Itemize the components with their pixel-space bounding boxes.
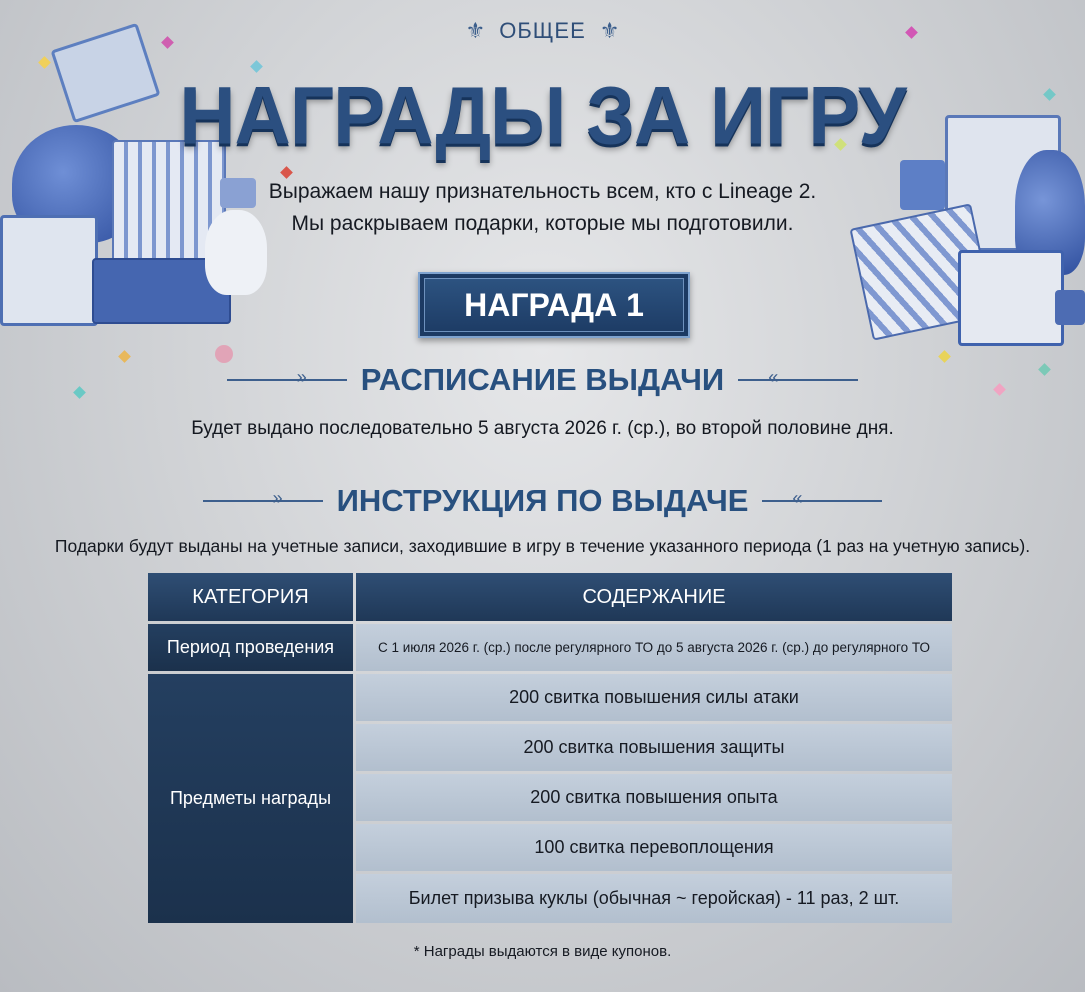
reward-item: 200 свитка повышения опыта: [356, 774, 952, 821]
ornament-right-icon: ⚜: [599, 18, 620, 43]
intro-line-1: Выражаем нашу признательность всем, кто с Lineage 2.: [268, 180, 817, 203]
column-header-content: СОДЕРЖАНИЕ: [356, 573, 952, 621]
category-header: [0, 14, 1085, 48]
schedule-title: РАСПИСАНИЕ ВЫДАЧИ: [360, 362, 725, 397]
instructions-heading: [0, 481, 1085, 521]
period-value: С 1 июля 2026 г. (ср.) после регулярного ТО до 5 августа 2026 г. (ср.) до регулярного ТО: [356, 624, 952, 671]
reward-item: 200 свитка повышения силы атаки: [356, 674, 952, 721]
divider-right: [762, 500, 882, 502]
instructions-title: ИНСТРУКЦИЯ ПО ВЫДАЧЕ: [336, 483, 749, 518]
schedule-heading: [0, 360, 1085, 400]
intro-text: [0, 176, 1085, 240]
divider-right: [738, 379, 858, 381]
ornament-left-icon: ⚜: [465, 18, 486, 43]
category-label: ОБЩЕЕ: [499, 18, 586, 43]
page-title: НАГРАДЫ ЗА ИГРУ: [179, 68, 906, 162]
reward-item: 100 свитка перевоплощения: [356, 824, 952, 871]
divider-left: [203, 500, 323, 502]
column-header-category: КАТЕГОРИЯ: [148, 573, 353, 621]
intro-line-2: Мы раскрываем подарки, которые мы подготовили.: [291, 212, 794, 235]
footnote: * Награды выдаются в виде купонов.: [413, 943, 672, 960]
divider-left: [227, 379, 347, 381]
rewards-table: [148, 573, 952, 923]
reward-badge: НАГРАДА 1: [418, 272, 690, 338]
instructions-text: Подарки будут выданы на учетные записи, заходившие в игру в течение указанного периода (1 раз на учетную запись).: [54, 536, 1031, 556]
reward-item: 200 свитка повышения защиты: [356, 724, 952, 771]
reward-item: Билет призыва куклы (обычная ~ геройская) - 11 раз, 2 шт.: [356, 874, 952, 923]
period-label: Период проведения: [148, 624, 353, 671]
schedule-text: Будет выдано последовательно 5 августа 2026 г. (ср.), во второй половине дня.: [191, 418, 894, 439]
items-label: Предметы награды: [148, 674, 353, 923]
